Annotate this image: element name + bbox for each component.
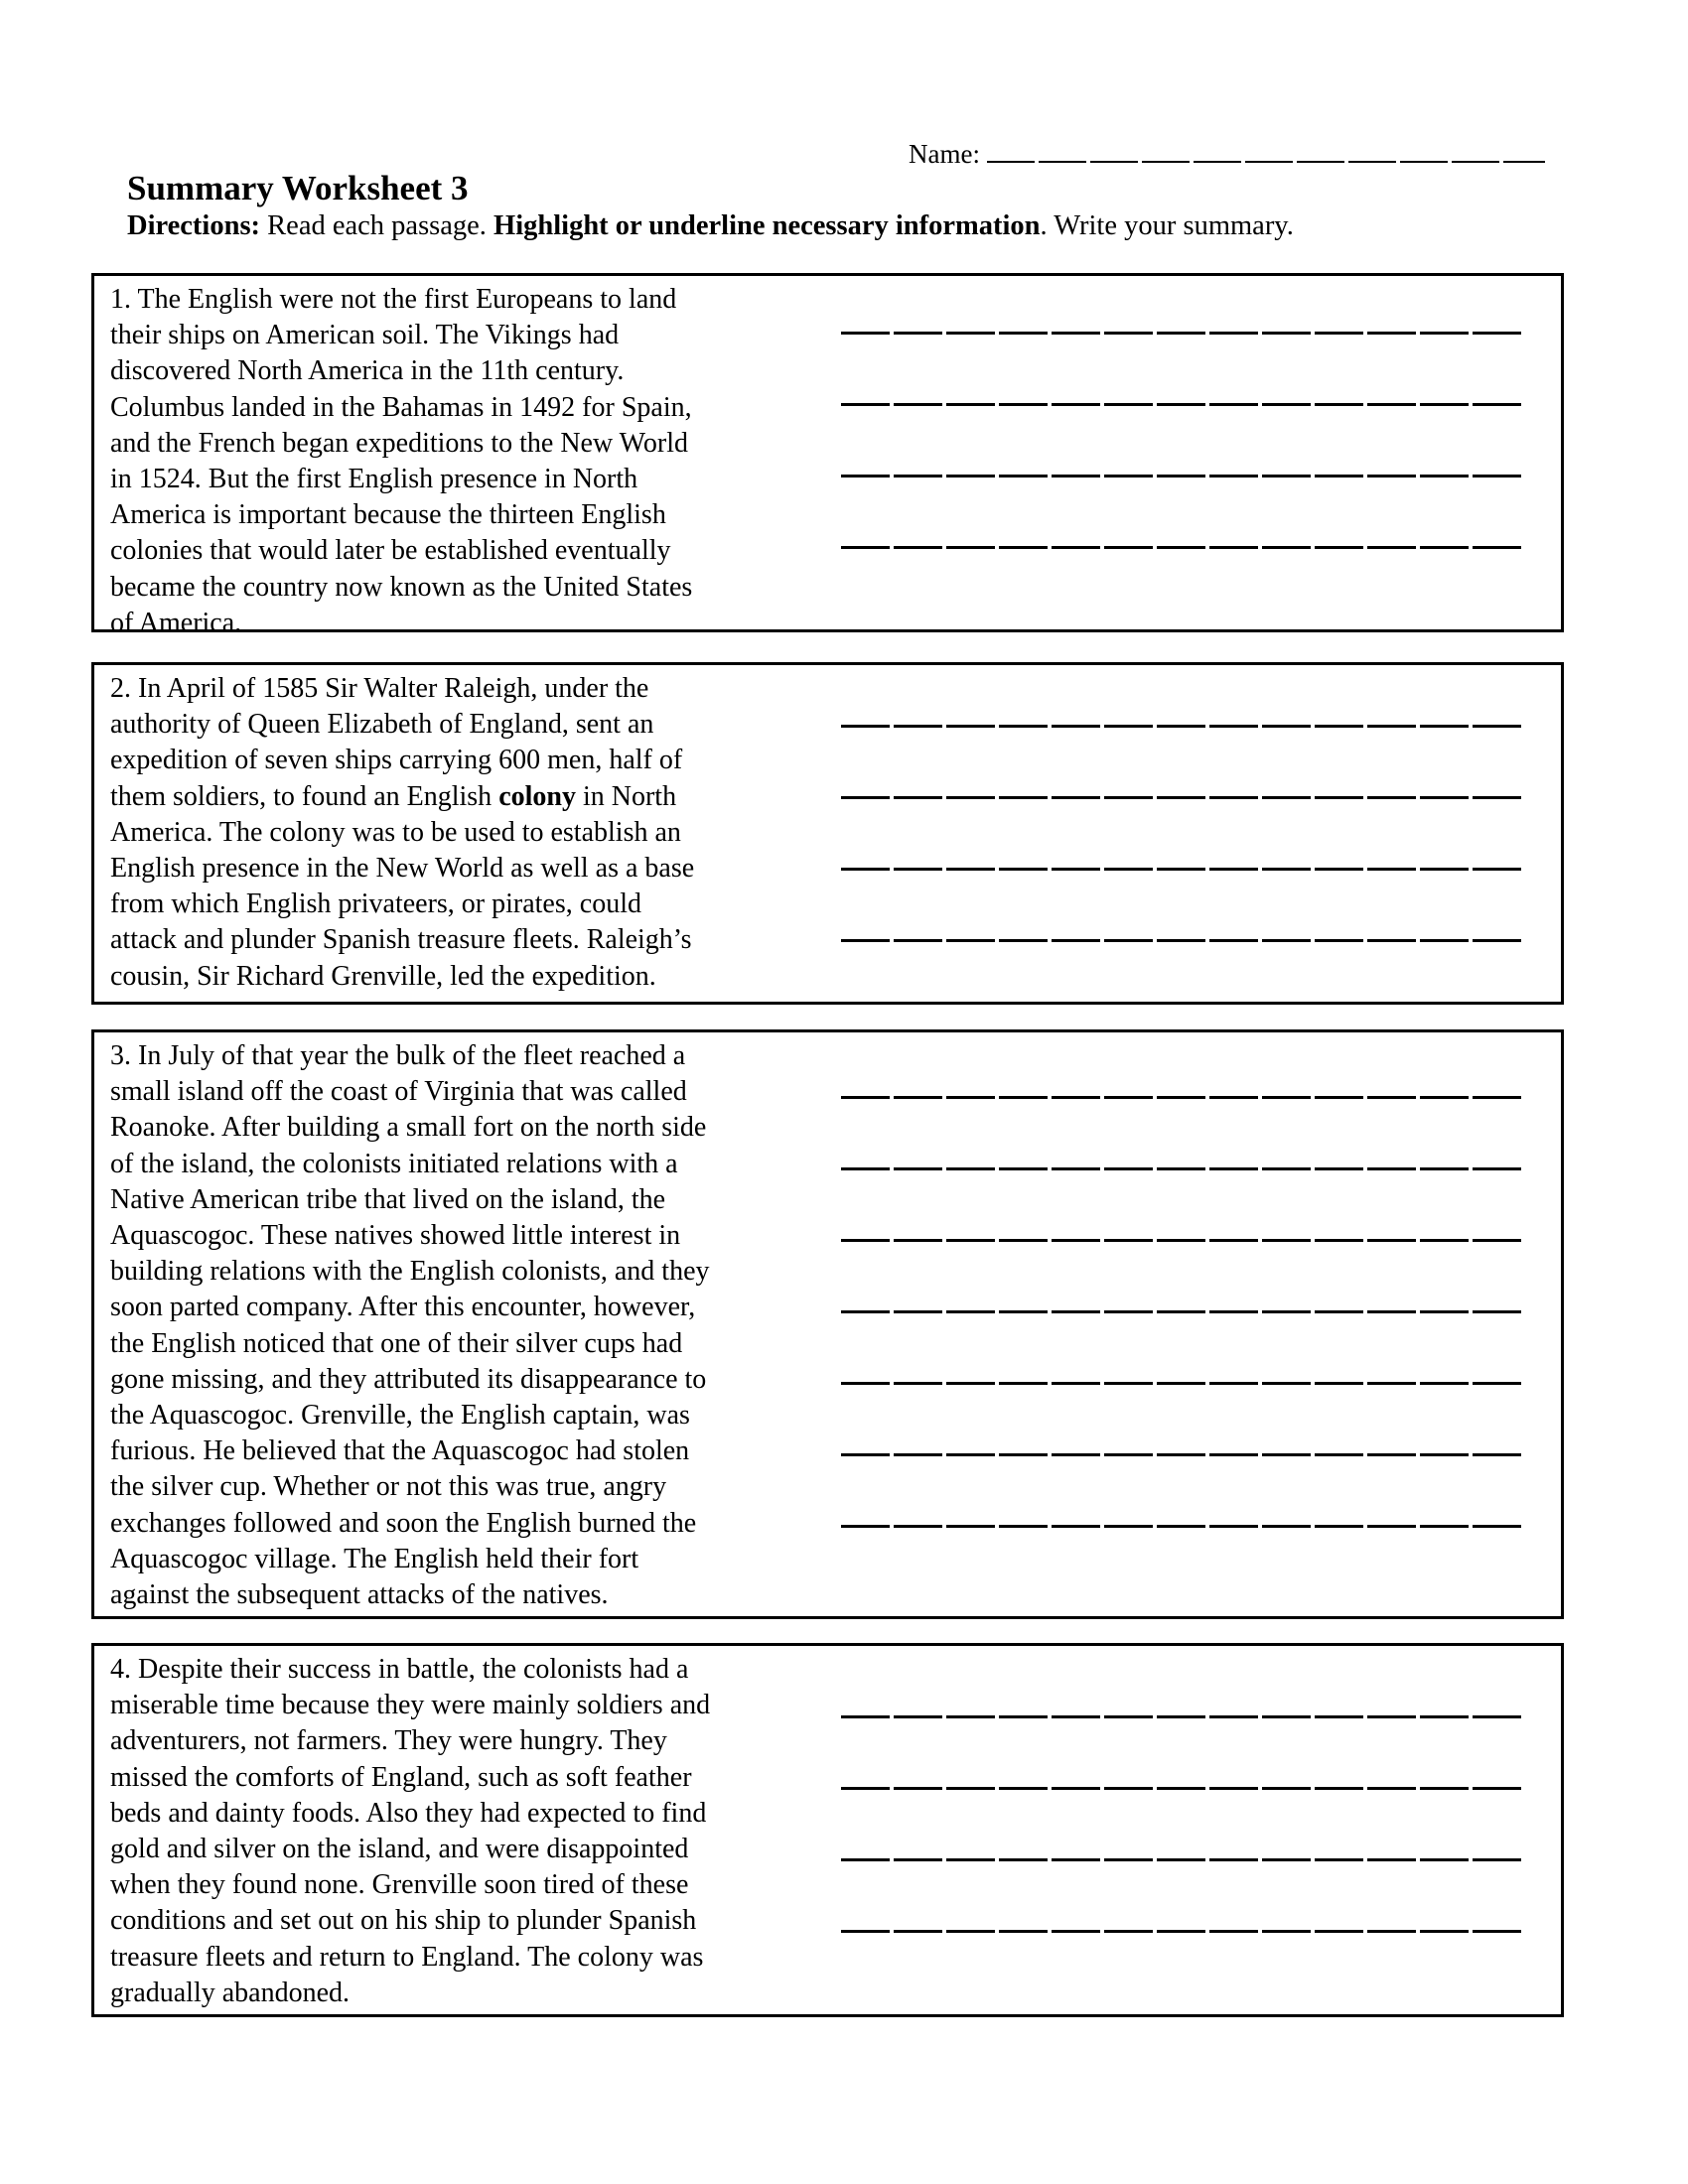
summary-write-line[interactable]: [841, 1167, 1522, 1239]
summary-write-line[interactable]: [841, 475, 1522, 546]
passage-line: the Aquascogoc. Grenville, the English captain, was: [110, 1400, 690, 1432]
passage-line: treasure fleets and return to England. The colony was: [110, 1941, 704, 1973]
passage-line: soon parted company. After this encounter, however,: [110, 1292, 696, 1323]
passage-line: America. The colony was to be used to establish an: [110, 816, 681, 848]
passage-line: and the French began expeditions to the New World: [110, 427, 688, 459]
summary-write-line[interactable]: [841, 1715, 1522, 1787]
passage-1-summary-lines: [841, 332, 1522, 617]
passage-line: Columbus landed in the Bahamas in 1492 for Spain,: [110, 391, 692, 423]
passage-line: English presence in the New World as well as a base: [110, 853, 695, 885]
summary-write-line[interactable]: [841, 868, 1522, 939]
passage-line: in 1524. But the first English presence in North: [110, 464, 638, 495]
passage-line: the English noticed that one of their silver cups had: [110, 1327, 683, 1359]
passage-2-summary-lines: [841, 725, 1522, 1011]
passage-line: Native American tribe that lived on the island, the: [110, 1183, 666, 1215]
passage-line: became the country now known as the United States: [110, 571, 693, 603]
name-field-row: [909, 137, 1545, 170]
summary-write-line[interactable]: [841, 1525, 1522, 1596]
summary-write-line[interactable]: [841, 796, 1522, 868]
page-title: Summary Worksheet 3: [127, 169, 469, 207]
passage-line: Aquascogoc. These natives showed little interest in: [110, 1220, 681, 1252]
passage-line: miserable time because they were mainly soldiers and: [110, 1690, 711, 1721]
directions-end: . Write your summary.: [1040, 210, 1294, 241]
passage-line: from which English privateers, or pirates, could: [110, 888, 641, 920]
passage-line: gold and silver on the island, and were disappointed: [110, 1834, 689, 1865]
passage-box-1: [91, 273, 1564, 638]
passage-line: cousin, Sir Richard Grenville, led the expedition.: [110, 960, 656, 992]
passage-3-summary-lines: [841, 1096, 1522, 1596]
name-label: Name:: [909, 139, 980, 169]
passage-line: exchanges followed and soon the English burned the: [110, 1507, 697, 1539]
passage-line: of the island, the colonists initiated relations with a: [110, 1148, 678, 1179]
passage-line: furious. He believed that the Aquascogoc had stolen: [110, 1435, 690, 1467]
passage-line: gone missing, and they attributed its disappearance to: [110, 1363, 707, 1395]
passage-box-4: [91, 1643, 1564, 2017]
directions-label: Directions:: [127, 210, 261, 241]
passage-line: Aquascogoc village. The English held their fort: [110, 1543, 639, 1574]
summary-write-line[interactable]: [841, 725, 1522, 796]
summary-write-line[interactable]: [841, 1096, 1522, 1167]
summary-write-line[interactable]: [841, 1930, 1522, 2001]
passage-line: 4. Despite their success in battle, the colonists had a: [110, 1654, 689, 1685]
passage-line: Roanoke. After building a small fort on the north side: [110, 1112, 707, 1144]
summary-write-line[interactable]: [841, 1310, 1522, 1382]
passage-box-2: [91, 662, 1564, 1005]
passage-line: beds and dainty foods. Also they had expected to find: [110, 1797, 707, 1829]
passage-line: building relations with the English colonists, and they: [110, 1256, 710, 1288]
passage-line: America is important because the thirteen English: [110, 499, 666, 531]
passage-4-summary-lines: [841, 1715, 1522, 2001]
passage-line: colonies that would later be established eventually: [110, 535, 671, 567]
summary-write-line[interactable]: [841, 403, 1522, 475]
passage-line: of America.: [110, 607, 242, 638]
summary-write-line[interactable]: [841, 546, 1522, 617]
summary-write-line[interactable]: [841, 1858, 1522, 1930]
summary-write-line[interactable]: [841, 939, 1522, 1011]
passage-line: against the subsequent attacks of the natives.: [110, 1579, 609, 1611]
name-write-line[interactable]: [987, 137, 1545, 163]
directions-text: [127, 210, 1294, 242]
passage-line: attack and plunder Spanish treasure fleets. Raleigh’s: [110, 924, 692, 956]
passage-line: the silver cup. Whether or not this was true, angry: [110, 1471, 667, 1503]
passage-line: gradually abandoned.: [110, 1977, 351, 2008]
summary-write-line[interactable]: [841, 332, 1522, 403]
passage-line: discovered North America in the 11th century.: [110, 355, 625, 387]
passage-line: adventurers, not farmers. They were hungry. They: [110, 1725, 667, 1757]
summary-write-line[interactable]: [841, 1453, 1522, 1525]
summary-write-line[interactable]: [841, 1787, 1522, 1858]
passage-line: 1. The English were not the first Europeans to land: [110, 284, 677, 315]
passage-line: their ships on American soil. The Vikings had: [110, 320, 620, 351]
passage-line: small island off the coast of Virginia that was called: [110, 1076, 687, 1108]
passage-line: when they found none. Grenville soon tired of these: [110, 1869, 689, 1901]
passage-line: authority of Queen Elizabeth of England, sent an: [110, 709, 654, 741]
directions-bold: Highlight or underline necessary information: [493, 210, 1041, 241]
passage-line: them soldiers, to found an English colony in North: [110, 780, 677, 812]
passage-line: conditions and set out on his ship to plunder Spanish: [110, 1905, 697, 1937]
summary-write-line[interactable]: [841, 1382, 1522, 1453]
passage-line: 3. In July of that year the bulk of the fleet reached a: [110, 1040, 686, 1071]
passage-line: expedition of seven ships carrying 600 men, half of: [110, 745, 683, 776]
passage-box-3: [91, 1029, 1564, 1619]
summary-write-line[interactable]: [841, 1239, 1522, 1310]
passage-line: missed the comforts of England, such as soft feather: [110, 1761, 692, 1793]
directions-middle: Read each passage.: [260, 210, 494, 241]
passage-line: 2. In April of 1585 Sir Walter Raleigh, under the: [110, 673, 649, 704]
